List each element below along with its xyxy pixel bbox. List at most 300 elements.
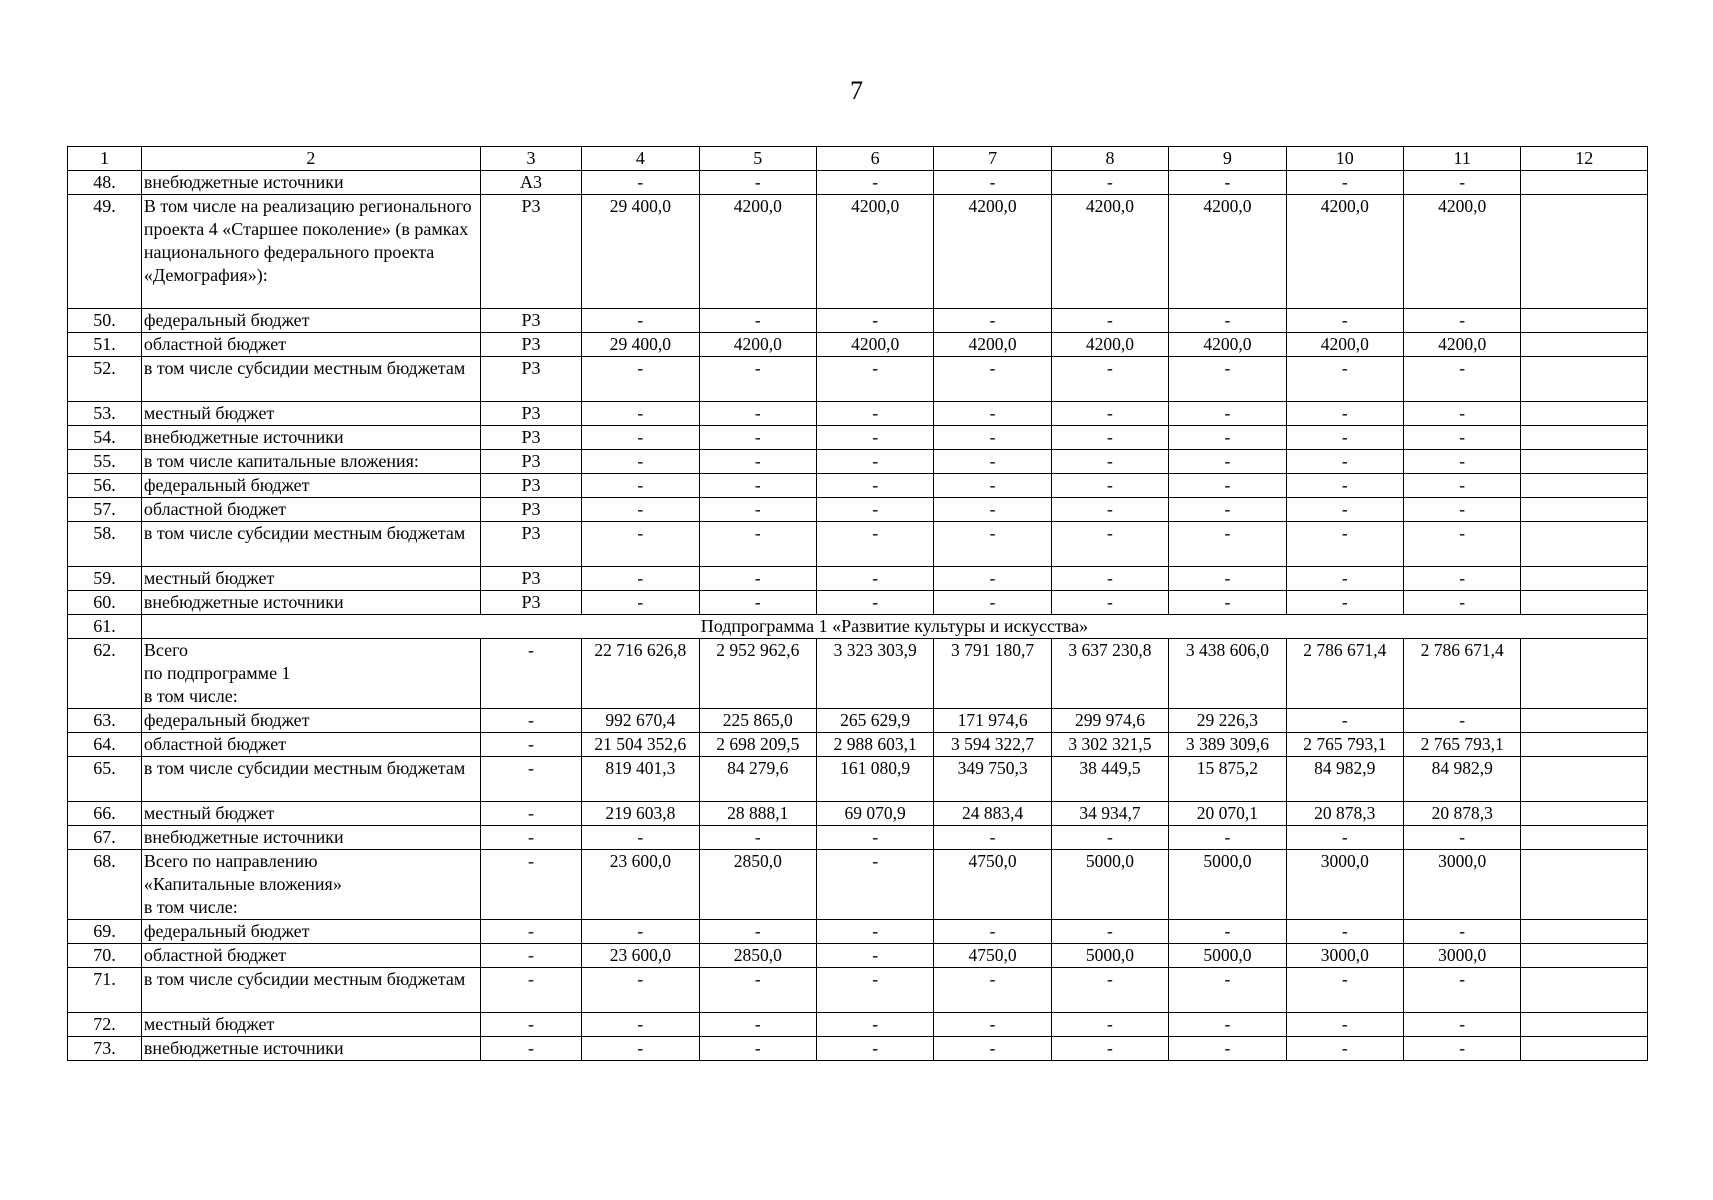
row-number: 51. <box>68 333 142 357</box>
value-cell: - <box>699 474 816 498</box>
row-name: областной бюджет <box>141 733 480 757</box>
value-cell: - <box>816 920 933 944</box>
value-cell: 3 323 303,9 <box>816 639 933 709</box>
row-number: 61. <box>68 615 142 639</box>
value-cell: - <box>1403 567 1520 591</box>
value-cell: - <box>1169 402 1286 426</box>
row-number: 56. <box>68 474 142 498</box>
row-code: - <box>480 1037 581 1061</box>
section-row <box>68 615 1648 639</box>
value-cell: 5000,0 <box>1169 944 1286 968</box>
value-cell: - <box>582 426 699 450</box>
value-cell: 2 786 671,4 <box>1286 639 1403 709</box>
row-number: 72. <box>68 1013 142 1037</box>
value-cell: - <box>582 498 699 522</box>
value-cell: - <box>1169 826 1286 850</box>
value-cell: 819 401,3 <box>582 757 699 802</box>
value-cell: - <box>1051 426 1168 450</box>
value-cell: - <box>699 1037 816 1061</box>
note-cell <box>1521 426 1648 450</box>
value-cell: - <box>582 171 699 195</box>
value-cell: - <box>934 309 1051 333</box>
value-cell: 2 698 209,5 <box>699 733 816 757</box>
value-cell: 4200,0 <box>816 195 933 309</box>
note-cell <box>1521 474 1648 498</box>
value-cell: 23 600,0 <box>582 944 699 968</box>
value-cell: - <box>816 450 933 474</box>
table-body <box>68 147 1648 1061</box>
row-name: местный бюджет <box>141 402 480 426</box>
value-cell: 3 302 321,5 <box>1051 733 1168 757</box>
row-number: 58. <box>68 522 142 567</box>
value-cell: 2 786 671,4 <box>1403 639 1520 709</box>
value-cell: - <box>1403 402 1520 426</box>
row-name: местный бюджет <box>141 1013 480 1037</box>
row-number: 62. <box>68 639 142 709</box>
row-code: - <box>480 968 581 1013</box>
value-cell: - <box>1286 426 1403 450</box>
header-cell: 4 <box>582 147 699 171</box>
value-cell: 3000,0 <box>1403 850 1520 920</box>
row-number: 59. <box>68 567 142 591</box>
header-cell: 9 <box>1169 147 1286 171</box>
value-cell: - <box>816 1037 933 1061</box>
row-name: федеральный бюджет <box>141 309 480 333</box>
row-code: - <box>480 826 581 850</box>
value-cell: - <box>1169 498 1286 522</box>
value-cell: - <box>1286 522 1403 567</box>
value-cell: 3000,0 <box>1286 850 1403 920</box>
value-cell: - <box>1051 968 1168 1013</box>
value-cell: - <box>1403 474 1520 498</box>
value-cell: 29 400,0 <box>582 333 699 357</box>
value-cell: - <box>816 850 933 920</box>
value-cell: - <box>1051 567 1168 591</box>
value-cell: - <box>1403 826 1520 850</box>
row-code: А3 <box>480 171 581 195</box>
row-number: 69. <box>68 920 142 944</box>
row-number: 52. <box>68 357 142 402</box>
note-cell <box>1521 709 1648 733</box>
value-cell: 3000,0 <box>1403 944 1520 968</box>
row-code: - <box>480 944 581 968</box>
value-cell: - <box>816 522 933 567</box>
value-cell: - <box>1169 522 1286 567</box>
value-cell: 3 637 230,8 <box>1051 639 1168 709</box>
table-row <box>68 402 1648 426</box>
value-cell: - <box>1051 171 1168 195</box>
value-cell: 4200,0 <box>934 333 1051 357</box>
value-cell: 15 875,2 <box>1169 757 1286 802</box>
value-cell: 225 865,0 <box>699 709 816 733</box>
value-cell: - <box>1286 826 1403 850</box>
header-cell: 6 <box>816 147 933 171</box>
value-cell: - <box>1286 1037 1403 1061</box>
value-cell: - <box>1403 498 1520 522</box>
row-name: областной бюджет <box>141 498 480 522</box>
value-cell: - <box>934 826 1051 850</box>
value-cell: - <box>1403 426 1520 450</box>
value-cell: - <box>816 474 933 498</box>
value-cell: 38 449,5 <box>1051 757 1168 802</box>
note-cell <box>1521 333 1648 357</box>
value-cell: 4200,0 <box>1051 195 1168 309</box>
value-cell: - <box>699 309 816 333</box>
value-cell: 29 226,3 <box>1169 709 1286 733</box>
value-cell: - <box>934 968 1051 1013</box>
note-cell <box>1521 195 1648 309</box>
value-cell: 21 504 352,6 <box>582 733 699 757</box>
header-cell: 5 <box>699 147 816 171</box>
value-cell: - <box>699 498 816 522</box>
value-cell: - <box>816 591 933 615</box>
table-row <box>68 709 1648 733</box>
row-number: 63. <box>68 709 142 733</box>
row-number: 60. <box>68 591 142 615</box>
value-cell: - <box>1051 920 1168 944</box>
note-cell <box>1521 567 1648 591</box>
value-cell: 20 878,3 <box>1403 802 1520 826</box>
note-cell <box>1521 639 1648 709</box>
value-cell: - <box>1169 591 1286 615</box>
value-cell: - <box>1403 591 1520 615</box>
value-cell: - <box>816 426 933 450</box>
value-cell: 4200,0 <box>699 195 816 309</box>
value-cell: - <box>582 474 699 498</box>
row-code: Р3 <box>480 591 581 615</box>
value-cell: - <box>699 591 816 615</box>
value-cell: - <box>582 567 699 591</box>
table-row <box>68 1037 1648 1061</box>
value-cell: 3 438 606,0 <box>1169 639 1286 709</box>
row-number: 50. <box>68 309 142 333</box>
note-cell <box>1521 591 1648 615</box>
value-cell: 24 883,4 <box>934 802 1051 826</box>
value-cell: 4200,0 <box>1403 333 1520 357</box>
row-code: - <box>480 757 581 802</box>
value-cell: - <box>1403 357 1520 402</box>
table-row <box>68 639 1648 709</box>
column-number-header-row <box>68 147 1648 171</box>
value-cell: 29 400,0 <box>582 195 699 309</box>
value-cell: - <box>1051 450 1168 474</box>
value-cell: - <box>582 309 699 333</box>
value-cell: 3 389 309,6 <box>1169 733 1286 757</box>
row-number: 48. <box>68 171 142 195</box>
table-row <box>68 426 1648 450</box>
note-cell <box>1521 850 1648 920</box>
value-cell: - <box>582 1013 699 1037</box>
value-cell: - <box>1403 309 1520 333</box>
row-code: Р3 <box>480 357 581 402</box>
table-row <box>68 968 1648 1013</box>
table-row <box>68 920 1648 944</box>
value-cell: - <box>699 450 816 474</box>
table-row <box>68 522 1648 567</box>
value-cell: - <box>1286 357 1403 402</box>
value-cell: 3 791 180,7 <box>934 639 1051 709</box>
table-row <box>68 567 1648 591</box>
row-number: 73. <box>68 1037 142 1061</box>
value-cell: - <box>582 920 699 944</box>
value-cell: 2850,0 <box>699 850 816 920</box>
row-number: 53. <box>68 402 142 426</box>
value-cell: - <box>934 426 1051 450</box>
value-cell: - <box>1403 920 1520 944</box>
value-cell: 2 988 603,1 <box>816 733 933 757</box>
value-cell: - <box>1403 1013 1520 1037</box>
value-cell: - <box>1403 171 1520 195</box>
value-cell: - <box>582 522 699 567</box>
value-cell: - <box>1051 498 1168 522</box>
value-cell: - <box>1051 402 1168 426</box>
value-cell: - <box>1051 1037 1168 1061</box>
row-name: Всего по направлению «Капитальные вложения» в том числе: <box>141 850 480 920</box>
row-code: Р3 <box>480 450 581 474</box>
value-cell: 4200,0 <box>1051 333 1168 357</box>
value-cell: - <box>816 171 933 195</box>
value-cell: - <box>699 968 816 1013</box>
value-cell: - <box>1169 426 1286 450</box>
row-code: - <box>480 639 581 709</box>
table-row <box>68 309 1648 333</box>
value-cell: - <box>1286 1013 1403 1037</box>
value-cell: 4200,0 <box>816 333 933 357</box>
row-name: местный бюджет <box>141 567 480 591</box>
value-cell: 4200,0 <box>1169 195 1286 309</box>
header-cell: 7 <box>934 147 1051 171</box>
table-row <box>68 1013 1648 1037</box>
row-name: в том числе капитальные вложения: <box>141 450 480 474</box>
value-cell: 2 765 793,1 <box>1403 733 1520 757</box>
note-cell <box>1521 450 1648 474</box>
value-cell: - <box>1286 567 1403 591</box>
row-code: - <box>480 709 581 733</box>
value-cell: - <box>699 1013 816 1037</box>
row-code: Р3 <box>480 402 581 426</box>
value-cell: - <box>699 426 816 450</box>
value-cell: - <box>1169 450 1286 474</box>
value-cell: 265 629,9 <box>816 709 933 733</box>
value-cell: - <box>816 402 933 426</box>
value-cell: - <box>816 357 933 402</box>
row-code: Р3 <box>480 426 581 450</box>
value-cell: - <box>934 357 1051 402</box>
value-cell: - <box>816 826 933 850</box>
row-number: 68. <box>68 850 142 920</box>
value-cell: 2 765 793,1 <box>1286 733 1403 757</box>
note-cell <box>1521 1013 1648 1037</box>
value-cell: 4750,0 <box>934 944 1051 968</box>
table-row <box>68 757 1648 802</box>
row-name: в том числе субсидии местным бюджетам <box>141 357 480 402</box>
value-cell: 3 594 322,7 <box>934 733 1051 757</box>
table-row <box>68 944 1648 968</box>
row-name: Всего по подпрограмме 1 в том числе: <box>141 639 480 709</box>
value-cell: 349 750,3 <box>934 757 1051 802</box>
value-cell: 22 716 626,8 <box>582 639 699 709</box>
note-cell <box>1521 920 1648 944</box>
note-cell <box>1521 1037 1648 1061</box>
value-cell: 4200,0 <box>1286 333 1403 357</box>
value-cell: 299 974,6 <box>1051 709 1168 733</box>
row-name: областной бюджет <box>141 333 480 357</box>
value-cell: 20 878,3 <box>1286 802 1403 826</box>
value-cell: - <box>1169 357 1286 402</box>
value-cell: 5000,0 <box>1169 850 1286 920</box>
value-cell: - <box>1169 1013 1286 1037</box>
value-cell: - <box>934 522 1051 567</box>
header-cell: 3 <box>480 147 581 171</box>
row-code: Р3 <box>480 522 581 567</box>
value-cell: 4750,0 <box>934 850 1051 920</box>
row-name: федеральный бюджет <box>141 709 480 733</box>
row-number: 57. <box>68 498 142 522</box>
value-cell: 69 070,9 <box>816 802 933 826</box>
row-name: федеральный бюджет <box>141 920 480 944</box>
row-number: 70. <box>68 944 142 968</box>
value-cell: 84 982,9 <box>1403 757 1520 802</box>
row-code: Р3 <box>480 498 581 522</box>
section-title: Подпрограмма 1 «Развитие культуры и искусства» <box>141 615 1647 639</box>
row-code: Р3 <box>480 309 581 333</box>
note-cell <box>1521 309 1648 333</box>
value-cell: - <box>934 567 1051 591</box>
value-cell: - <box>1169 309 1286 333</box>
row-name: внебюджетные источники <box>141 171 480 195</box>
value-cell: - <box>1169 1037 1286 1061</box>
header-cell: 12 <box>1521 147 1648 171</box>
table-row <box>68 826 1648 850</box>
table-row <box>68 850 1648 920</box>
row-number: 49. <box>68 195 142 309</box>
table-row <box>68 802 1648 826</box>
value-cell: - <box>582 402 699 426</box>
value-cell: 4200,0 <box>1403 195 1520 309</box>
value-cell: - <box>1403 450 1520 474</box>
value-cell: 20 070,1 <box>1169 802 1286 826</box>
value-cell: 4200,0 <box>1286 195 1403 309</box>
value-cell: - <box>1051 474 1168 498</box>
value-cell: - <box>934 171 1051 195</box>
value-cell: - <box>699 826 816 850</box>
value-cell: - <box>1403 1037 1520 1061</box>
value-cell: - <box>582 826 699 850</box>
value-cell: 161 080,9 <box>816 757 933 802</box>
table-row <box>68 333 1648 357</box>
value-cell: - <box>1169 920 1286 944</box>
note-cell <box>1521 826 1648 850</box>
note-cell <box>1521 498 1648 522</box>
row-number: 55. <box>68 450 142 474</box>
row-name: в том числе субсидии местным бюджетам <box>141 522 480 567</box>
note-cell <box>1521 757 1648 802</box>
page-number: 7 <box>850 76 863 105</box>
value-cell: - <box>816 944 933 968</box>
table-row <box>68 474 1648 498</box>
value-cell: - <box>1051 826 1168 850</box>
row-code: Р3 <box>480 333 581 357</box>
note-cell <box>1521 802 1648 826</box>
value-cell: 84 279,6 <box>699 757 816 802</box>
row-code: Р3 <box>480 195 581 309</box>
row-code: Р3 <box>480 567 581 591</box>
value-cell: 171 974,6 <box>934 709 1051 733</box>
row-code: - <box>480 920 581 944</box>
row-number: 67. <box>68 826 142 850</box>
value-cell: - <box>582 591 699 615</box>
value-cell: - <box>1286 709 1403 733</box>
value-cell: 5000,0 <box>1051 850 1168 920</box>
value-cell: - <box>1403 709 1520 733</box>
value-cell: - <box>699 920 816 944</box>
row-name: в том числе субсидии местным бюджетам <box>141 968 480 1013</box>
value-cell: - <box>1403 522 1520 567</box>
value-cell: - <box>1286 968 1403 1013</box>
row-name: местный бюджет <box>141 802 480 826</box>
value-cell: - <box>699 357 816 402</box>
table-row <box>68 450 1648 474</box>
table-row <box>68 591 1648 615</box>
table-row <box>68 195 1648 309</box>
value-cell: 992 670,4 <box>582 709 699 733</box>
note-cell <box>1521 733 1648 757</box>
row-name: областной бюджет <box>141 944 480 968</box>
value-cell: - <box>934 591 1051 615</box>
value-cell: - <box>582 1037 699 1061</box>
value-cell: - <box>1051 522 1168 567</box>
row-code: - <box>480 802 581 826</box>
row-name: внебюджетные источники <box>141 426 480 450</box>
value-cell: - <box>934 450 1051 474</box>
row-name: В том числе на реализацию регионального проекта 4 «Старшее поколение» (в рамках национального федерального проекта «Демография»): <box>141 195 480 309</box>
value-cell: - <box>1286 498 1403 522</box>
table-row <box>68 171 1648 195</box>
row-number: 54. <box>68 426 142 450</box>
note-cell <box>1521 402 1648 426</box>
value-cell: 4200,0 <box>699 333 816 357</box>
value-cell: - <box>699 402 816 426</box>
value-cell: - <box>934 402 1051 426</box>
header-cell: 1 <box>68 147 142 171</box>
value-cell: - <box>934 1037 1051 1061</box>
value-cell: - <box>1169 474 1286 498</box>
row-number: 65. <box>68 757 142 802</box>
value-cell: - <box>1169 968 1286 1013</box>
row-number: 71. <box>68 968 142 1013</box>
value-cell: 5000,0 <box>1051 944 1168 968</box>
header-cell: 8 <box>1051 147 1168 171</box>
row-code: - <box>480 1013 581 1037</box>
row-name: внебюджетные источники <box>141 826 480 850</box>
value-cell: - <box>816 968 933 1013</box>
value-cell: - <box>934 1013 1051 1037</box>
value-cell: - <box>699 522 816 567</box>
header-cell: 2 <box>141 147 480 171</box>
value-cell: - <box>582 357 699 402</box>
row-name: внебюджетные источники <box>141 591 480 615</box>
table-row <box>68 357 1648 402</box>
note-cell <box>1521 968 1648 1013</box>
row-code: - <box>480 733 581 757</box>
table-row <box>68 733 1648 757</box>
row-name: федеральный бюджет <box>141 474 480 498</box>
note-cell <box>1521 522 1648 567</box>
value-cell: - <box>1051 1013 1168 1037</box>
table-row <box>68 498 1648 522</box>
value-cell: - <box>1286 402 1403 426</box>
row-code: - <box>480 850 581 920</box>
